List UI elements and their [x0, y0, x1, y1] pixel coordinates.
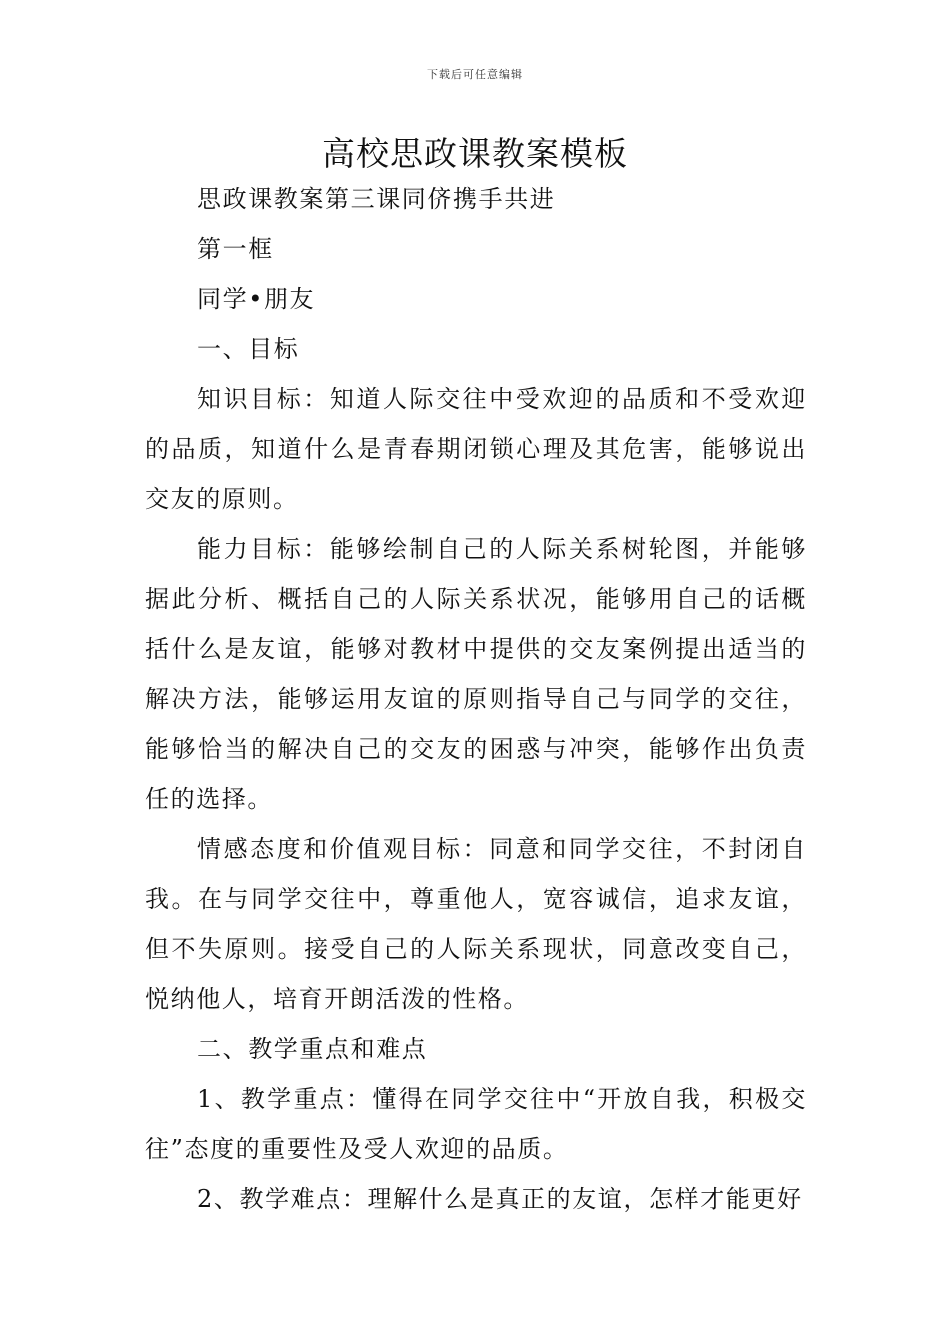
heading-objectives: 一、目标	[197, 335, 300, 363]
difficult-point: 2、教学难点：理解什么是真正的友谊，怎样才能更好	[197, 1185, 803, 1213]
document-body	[145, 174, 807, 1224]
section-topic: 同学•朋友	[197, 285, 316, 313]
knowledge-objective: 知识目标：知道人际交往中受欢迎的品质和不受欢迎的品质，知道什么是青春期闭锁心理及其危害，能够说出交友的原则。	[145, 385, 807, 513]
key-point: 1、教学重点：懂得在同学交往中“开放自我，积极交往”态度的重要性及受人欢迎的品质。	[145, 1085, 807, 1163]
heading-key-points: 二、教学重点和难点	[197, 1035, 428, 1063]
section-frame: 第一框	[197, 235, 274, 263]
lesson-subtitle: 思政课教案第三课同侪携手共进	[197, 185, 556, 213]
document-title: 高校思政课教案模板	[322, 134, 628, 173]
ability-objective: 能力目标：能够绘制自己的人际关系树轮图，并能够据此分析、概括自己的人际关系状况，能够用自己的话概括什么是友谊，能够对教材中提供的交友案例提出适当的解决方法，能够运用友谊的原则指导自己与同学的交往，能够恰当的解决自己的交友的困惑与冲突，能够作出负责任的选择。	[145, 535, 807, 813]
header-note: 下载后可任意编辑	[427, 68, 523, 81]
attitude-objective: 情感态度和价值观目标：同意和同学交往，不封闭自我。在与同学交往中，尊重他人，宽容诚信，追求友谊，但不失原则。接受自己的人际关系现状，同意改变自己，悦纳他人，培育开朗活泼的性格。	[145, 835, 807, 1013]
